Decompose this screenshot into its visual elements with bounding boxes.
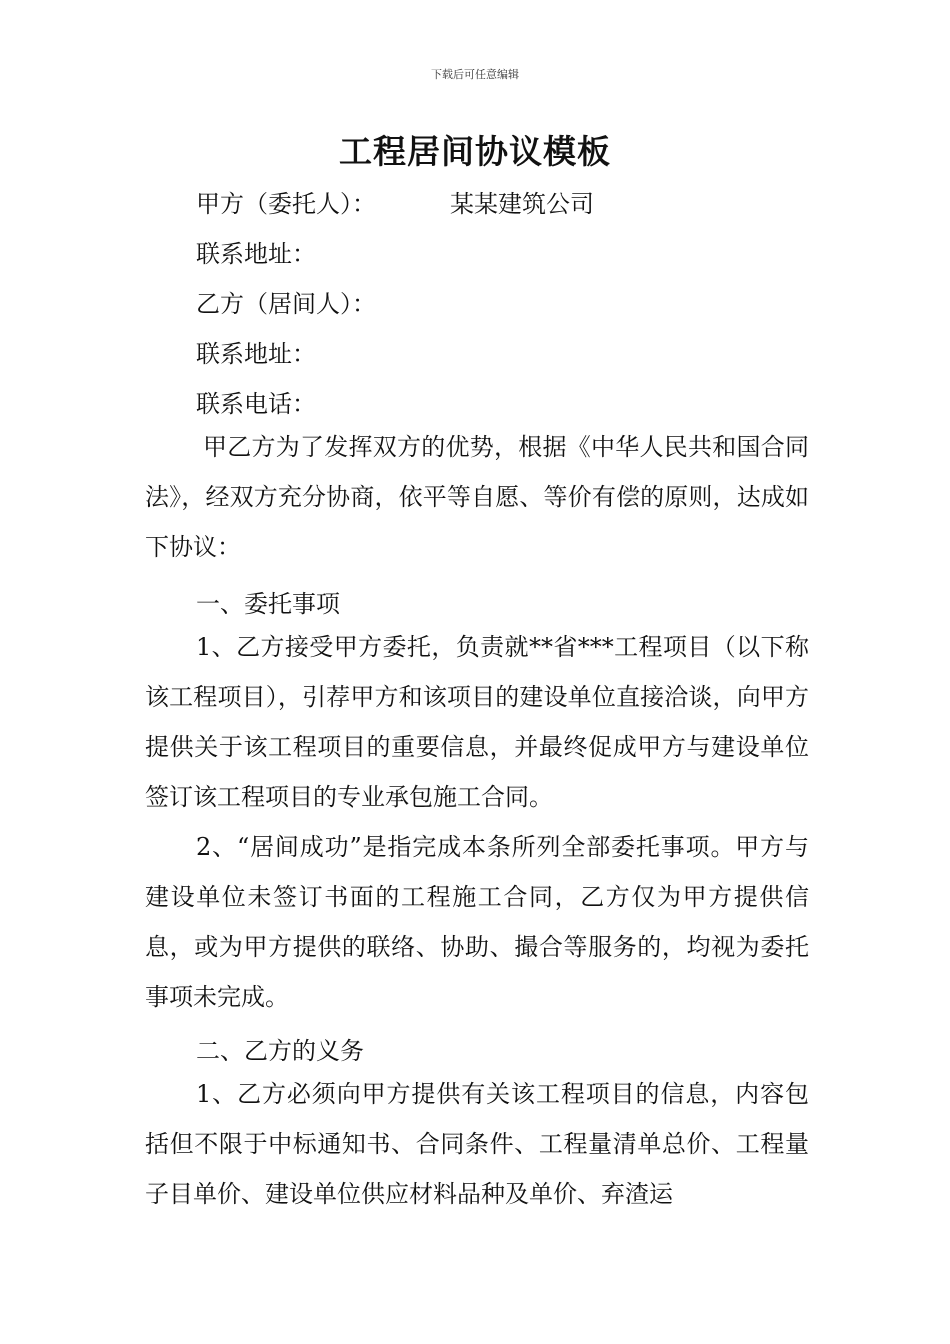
clause-2-1: 1、乙方必须向甲方提供有关该工程项目的信息，内容包括但不限于中标通知书、合同条件、工程量清单总价、工程量子目单价、建设单位供应材料品种及单价、弃渣运 xyxy=(145,1080,809,1208)
party-a-name: 某某建筑公司 xyxy=(450,190,594,218)
party-a-label: 甲方（委托人）： xyxy=(196,190,376,218)
document-title: 工程居间协议模板 xyxy=(339,132,611,171)
section-heading-2: 二、乙方的义务 xyxy=(196,1037,364,1065)
clause-1-1: 1、乙方接受甲方委托，负责就**省***工程项目（以下称该工程项目），引荐甲方和该项目的建设单位直接洽谈，向甲方提供关于该工程项目的重要信息，并最终促成甲方与建设单位签订该工程项目的专业承包施工合同。 xyxy=(145,633,809,811)
party-b-address-label: 联系地址： xyxy=(196,340,316,368)
section-heading-1: 一、委托事项 xyxy=(196,590,340,618)
clause-1-2: 2、“居间成功”是指完成本条所列全部委托事项。甲方与建设单位未签订书面的工程施工合同，乙方仅为甲方提供信息，或为甲方提供的联络、协助、撮合等服务的，均视为委托事项未完成。 xyxy=(145,833,809,1011)
party-b-label: 乙方（居间人）： xyxy=(196,290,376,318)
party-b-phone-label: 联系电话： xyxy=(196,390,316,418)
header-note: 下载后可任意编辑 xyxy=(431,68,519,81)
preamble-paragraph: 甲乙方为了发挥双方的优势，根据《中华人民共和国合同法》，经双方充分协商，依平等自愿、等价有偿的原则，达成如下协议： xyxy=(145,433,809,561)
party-a-address-label: 联系地址： xyxy=(196,240,316,268)
